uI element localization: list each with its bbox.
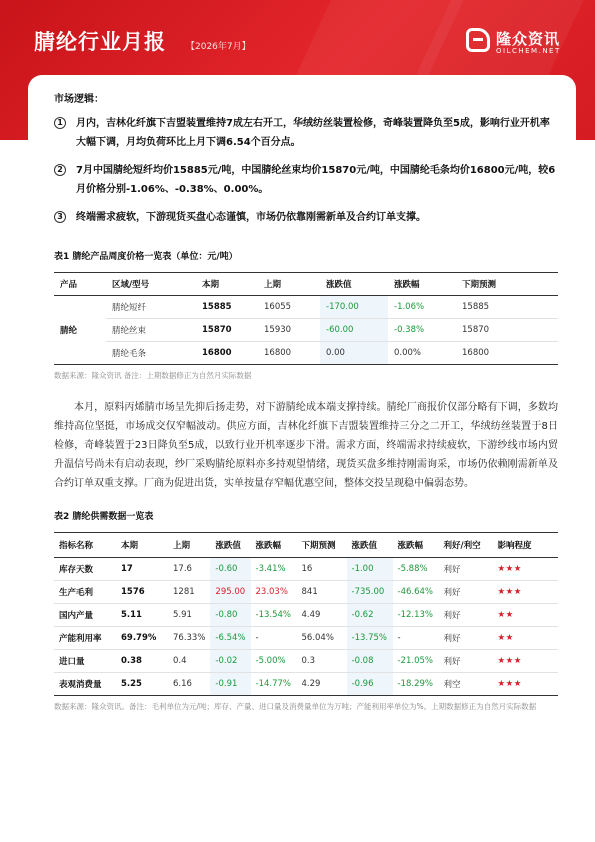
impact-cell: 利好 [439, 581, 493, 604]
report-body [54, 84, 558, 713]
table-row [54, 604, 558, 627]
table-header-row [54, 273, 558, 296]
forecast-cell: 0.3 [297, 650, 347, 673]
previous-cell: 15930 [258, 319, 320, 342]
impact-level-cell: ★★★ [493, 650, 559, 673]
forecast-percent-cell: -18.29% [393, 673, 439, 696]
change-cell: -0.80 [210, 604, 250, 627]
logic-heading: 市场逻辑： [54, 94, 104, 105]
table2-caption: 表2 腈纶供需数据一览表 [54, 512, 154, 522]
column-header: 涨跌值 [210, 533, 250, 558]
logic-text: 7月中国腈纶短纤均价15885元/吨，中国腈纶丝束均价15870元/吨，中国腈纶毛条均价16800元/吨，较6月价格分别-1.06%、-0.38%、0.00%。 [76, 165, 556, 195]
current-cell: 5.11 [116, 604, 168, 627]
percent-cell: -1.06% [388, 296, 456, 319]
percent-cell: 23.03% [251, 581, 297, 604]
indicator-cell: 进口量 [54, 650, 116, 673]
table-row [54, 581, 558, 604]
current-cell: 5.25 [116, 673, 168, 696]
logo-mark-icon [466, 28, 490, 52]
table1-caption: 表1 腈纶产品周度价格一览表（单位：元/吨） [54, 252, 238, 262]
report-title: 腈纶行业月报 [34, 30, 166, 54]
logic-text: 终端需求疲软，下游现货买盘心态谨慎，市场仍依靠刚需新单及合约订单支撑。 [76, 212, 426, 223]
column-header: 涨跌值 [347, 533, 393, 558]
column-header: 区域/型号 [106, 273, 196, 296]
previous-cell: 0.4 [168, 650, 210, 673]
impact-cell: 利好 [439, 604, 493, 627]
column-header: 利好/利空 [439, 533, 493, 558]
indicator-cell: 生产毛利 [54, 581, 116, 604]
column-header: 下期预测 [456, 273, 558, 296]
forecast-cell: 4.29 [297, 673, 347, 696]
change-cell: -60.00 [320, 319, 388, 342]
table-header-row [54, 533, 558, 558]
previous-cell: 5.91 [168, 604, 210, 627]
table-row [54, 319, 558, 342]
column-header: 上期 [168, 533, 210, 558]
logic-text: 月内，吉林化纤旗下吉盟装置维持7成左右开工，华绒纺丝装置检修，奇峰装置降负至5成，影响行业开机率大幅下调，月均负荷环比上月下调6.54个百分点。 [76, 118, 550, 148]
logic-number: 3 [54, 211, 66, 223]
impact-level-cell: ★★★ [493, 558, 559, 581]
report-date: 【2026年7月】 [186, 42, 251, 52]
forecast-cell: 841 [297, 581, 347, 604]
logo-text-cn: 隆众资讯 [496, 30, 561, 48]
forecast-change-cell: -0.62 [347, 604, 393, 627]
current-cell: 69.79% [116, 627, 168, 650]
type-cell: 腈纶短纤 [106, 296, 196, 319]
previous-cell: 1281 [168, 581, 210, 604]
column-header: 本期 [196, 273, 258, 296]
forecast-cell: 15885 [456, 296, 558, 319]
column-header: 涨跌幅 [251, 533, 297, 558]
percent-cell: -14.77% [251, 673, 297, 696]
table-row [54, 650, 558, 673]
indicator-cell: 表观消费量 [54, 673, 116, 696]
logic-number: 1 [54, 117, 66, 129]
impact-level-cell: ★★ [493, 604, 559, 627]
previous-cell: 16055 [258, 296, 320, 319]
column-header: 影响程度 [493, 533, 559, 558]
column-header: 涨跌值 [320, 273, 388, 296]
type-cell: 腈纶毛条 [106, 342, 196, 365]
current-cell: 15870 [196, 319, 258, 342]
impact-level-cell: ★★★ [493, 673, 559, 696]
percent-cell: -0.38% [388, 319, 456, 342]
percent-cell: 0.00% [388, 342, 456, 365]
type-cell: 腈纶丝束 [106, 319, 196, 342]
percent-cell: -13.54% [251, 604, 297, 627]
indicator-cell: 库存天数 [54, 558, 116, 581]
previous-cell: 17.6 [168, 558, 210, 581]
supply-demand-table [54, 532, 558, 696]
forecast-cell: 16800 [456, 342, 558, 365]
forecast-change-cell: -1.00 [347, 558, 393, 581]
column-header: 涨跌幅 [388, 273, 456, 296]
forecast-percent-cell: -5.88% [393, 558, 439, 581]
current-cell: 16800 [196, 342, 258, 365]
indicator-cell: 国内产量 [54, 604, 116, 627]
forecast-percent-cell: -12.13% [393, 604, 439, 627]
forecast-change-cell: -13.75% [347, 627, 393, 650]
current-cell: 0.38 [116, 650, 168, 673]
column-header: 指标名称 [54, 533, 116, 558]
logic-item [54, 208, 558, 227]
table1-source: 数据来源：隆众资讯 备注：上期数据修正为自然月实际数据 [54, 371, 252, 380]
table2-source: 数据来源：隆众资讯。备注：毛利单位为元/吨；库存、产量、进口量及消费量单位为万吨；产能利用率单位为%。上期数据修正为自然月实际数据 [54, 702, 537, 711]
table-row [54, 558, 558, 581]
indicator-cell: 产能利用率 [54, 627, 116, 650]
price-table [54, 272, 558, 365]
current-cell: 17 [116, 558, 168, 581]
percent-cell: -5.00% [251, 650, 297, 673]
forecast-cell: 15870 [456, 319, 558, 342]
logic-item [54, 114, 558, 152]
previous-cell: 76.33% [168, 627, 210, 650]
table-row [54, 342, 558, 365]
change-cell: -170.00 [320, 296, 388, 319]
column-header: 上期 [258, 273, 320, 296]
impact-cell: 利好 [439, 650, 493, 673]
previous-cell: 16800 [258, 342, 320, 365]
forecast-percent-cell: - [393, 627, 439, 650]
forecast-change-cell: -735.00 [347, 581, 393, 604]
forecast-percent-cell: -21.05% [393, 650, 439, 673]
percent-cell: -3.41% [251, 558, 297, 581]
change-cell: -0.91 [210, 673, 250, 696]
oilchem-logo [466, 28, 576, 58]
forecast-change-cell: -0.96 [347, 673, 393, 696]
current-cell: 15885 [196, 296, 258, 319]
logo-text-en: OILCHEM.NET [496, 47, 561, 55]
logic-item [54, 161, 558, 199]
column-header: 本期 [116, 533, 168, 558]
forecast-percent-cell: -46.64% [393, 581, 439, 604]
impact-cell: 利好 [439, 558, 493, 581]
impact-level-cell: ★★★ [493, 581, 559, 604]
impact-level-cell: ★★ [493, 627, 559, 650]
change-cell: -0.02 [210, 650, 250, 673]
impact-cell: 利好 [439, 627, 493, 650]
change-cell: 295.00 [210, 581, 250, 604]
impact-cell: 利空 [439, 673, 493, 696]
column-header: 涨跌幅 [393, 533, 439, 558]
forecast-cell: 4.49 [297, 604, 347, 627]
forecast-cell: 16 [297, 558, 347, 581]
current-cell: 1576 [116, 581, 168, 604]
market-summary: 本月，原料丙烯腈市场呈先抑后扬走势，对下游腈纶成本端支撑持续。腈纶厂商报价仅部分略有下调，多数均维持高位坚挺，市场成交仅窄幅波动。供应方面，吉林化纤旗下吉盟装置维持三分之二开工，华绒纺丝装置于8日检修，奇峰装置于23日降负至5成，以致行业开机率逐步下滑。需求方面，终端需求持续疲软，下游纱线市场内贸升温信号尚未有启动表现，纱厂采购腈纶原料亦多持观望情绪，现货买盘多维持刚需询采，市场仍依赖刚需新单及合约订单双重支撑。厂商为促进出货，实单按量存窄幅优惠空间，整体交投呈现稳中偏弱态势。 [54, 402, 558, 489]
previous-cell: 6.16 [168, 673, 210, 696]
change-cell: 0.00 [320, 342, 388, 365]
change-cell: -6.54% [210, 627, 250, 650]
logic-number: 2 [54, 164, 66, 176]
table-row [54, 673, 558, 696]
table-row [54, 296, 558, 319]
product-cell: 腈纶 [54, 296, 106, 365]
change-cell: -0.60 [210, 558, 250, 581]
column-header: 产品 [54, 273, 106, 296]
column-header: 下期预测 [297, 533, 347, 558]
forecast-cell: 56.04% [297, 627, 347, 650]
forecast-change-cell: -0.08 [347, 650, 393, 673]
percent-cell: - [251, 627, 297, 650]
table-row [54, 627, 558, 650]
